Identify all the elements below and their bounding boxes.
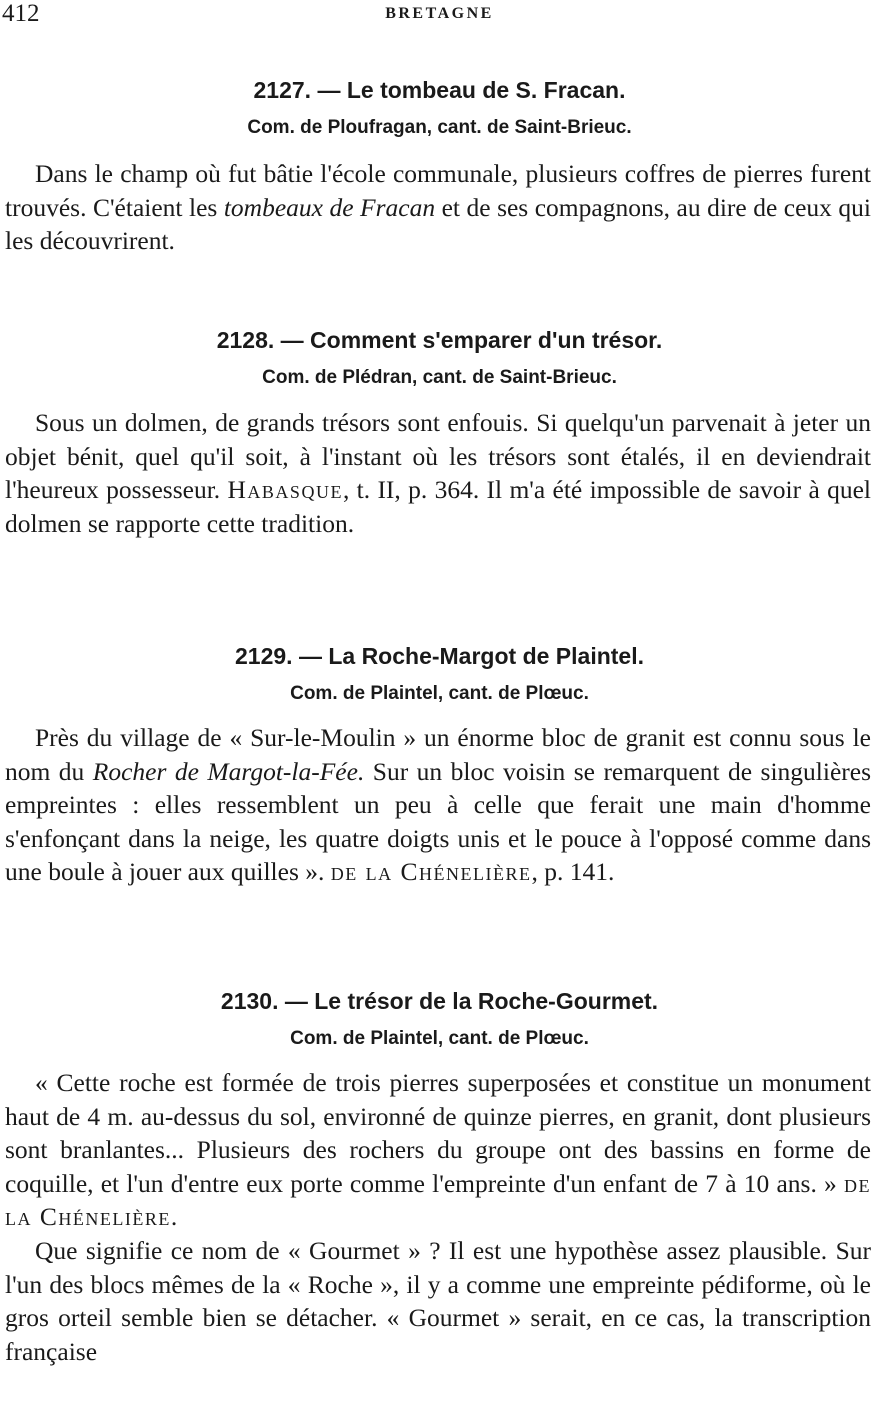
entry-commune: Com. de Plaintel, cant. de Plœuc. <box>290 683 589 704</box>
author-citation: de la Chénelière. <box>5 1168 871 1232</box>
entry-paragraph: « Cette roche est formée de trois pierres superposées et constitue un monument haut de 4 m. au-dessus du sol, environné de quinze pierres, en granit, dont plusieurs sont branlantes... Plusieurs des rochers du groupe ont des bassins en forme de coquille, et l'un d'entre eux porte comme l'empreinte d'un enfant de 7 à 10 ans. » de la Chénelière. <box>5 1068 871 1232</box>
entry-paragraph: Dans le champ où fut bâtie l'école communale, plusieurs coffres de pierres furent trouvés. C'étaient les tombeaux de Fracan et de ses compagnons, au dire de ceux qui les découvrirent. <box>5 159 871 256</box>
entry-2127 <box>0 74 879 258</box>
entry-title: 2130. — Le trésor de la Roche-Gourmet. <box>220 988 659 1014</box>
running-title: BRETAGNE <box>385 5 494 22</box>
entry-paragraph: Sous un dolmen, de grands trésors sont enfouis. Si quelqu'un parvenait à jeter un objet bénit, quel qu'il soit, à l'instant où les trésors sont étalés, il en deviendrait l'heureux possesseur. Habasque, t. II, p. 364. Il m'a été impossible de savoir à quel dolmen se rapporte cette tradition. <box>5 408 871 538</box>
page-number: 412 <box>2 0 40 27</box>
entry-2129 <box>0 640 879 889</box>
entry-2130 <box>0 985 879 1368</box>
entry-title: 2127. — Le tombeau de S. Fracan. <box>253 77 626 103</box>
running-head <box>0 0 879 30</box>
entry-2128 <box>0 324 879 540</box>
entry-title: 2128. — Comment s'emparer d'un trésor. <box>216 327 663 353</box>
entry-commune: Com. de Plaintel, cant. de Plœuc. <box>290 1028 589 1049</box>
author-citation: de la Chénelière <box>330 857 532 887</box>
author-citation: Habasque <box>227 475 343 505</box>
entry-commune: Com. de Plédran, cant. de Saint-Brieuc. <box>262 367 617 388</box>
entry-title: 2129. — La Roche-Margot de Plaintel. <box>235 643 644 669</box>
entry-paragraph: Près du village de « Sur-le-Moulin » un énorme bloc de granit est connu sous le nom du Rocher de Margot-la-Fée. Sur un bloc voisin se remarquent de singulières empreintes : elles ressemblent un peu à celle que ferait une main d'homme s'enfonçant dans la neige, les quatre doigts unis et le pouce à l'opposé comme dans une boule à jouer aux quilles ». de la Chénelière, p. 141. <box>5 723 871 887</box>
entry-commune: Com. de Ploufragan, cant. de Saint-Brieuc. <box>247 117 632 138</box>
entry-paragraph: Que signifie ce nom de « Gourmet » ? Il est une hypothèse assez plausible. Sur l'un des blocs mêmes de la « Roche », il y a comme une empreinte pédiforme, où le gros orteil semble bien se détacher. « Gourmet » serait, en ce cas, la transcription française <box>5 1235 871 1366</box>
